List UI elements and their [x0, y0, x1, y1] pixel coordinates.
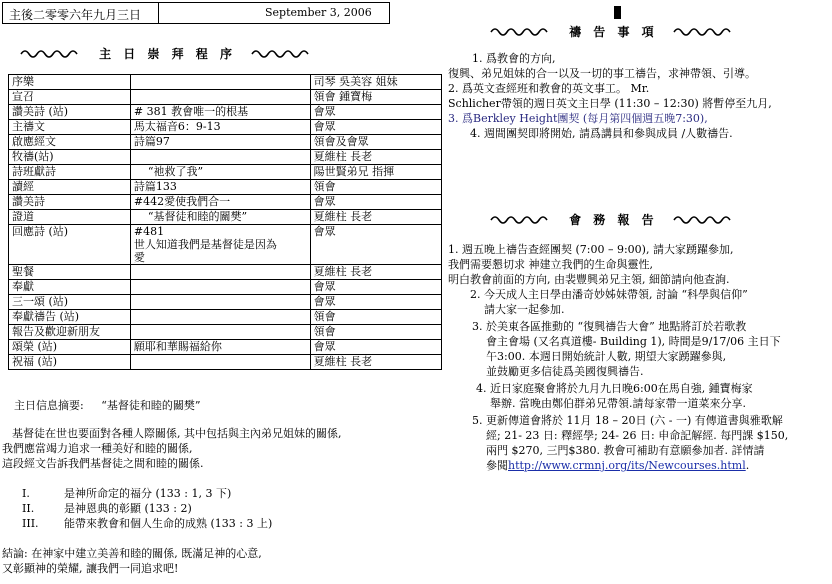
program-content	[130, 90, 310, 105]
program-person: 領會及會眾	[310, 135, 441, 150]
program-item: 頌榮 (站)	[9, 340, 131, 355]
program-content-line: #442愛使我們合一	[133, 195, 231, 208]
program-row	[9, 295, 442, 310]
news-item-5	[448, 413, 830, 473]
program-row	[9, 150, 442, 165]
news-line: 經; 21- 23 日: 釋經學; 24- 26 日: 申命記解經. 每門課 $150,	[486, 429, 789, 442]
program-item: 牧禱(站)	[9, 150, 131, 165]
program-person: 會眾	[310, 340, 441, 355]
program-content	[130, 340, 310, 355]
chinese-date: 主後二零零六年九月三日	[9, 8, 142, 22]
program-content	[130, 355, 310, 370]
program-content-line: “基督徒和睦的關樊”	[147, 210, 248, 223]
program-item: 證道	[9, 210, 131, 225]
program-person: 會眾	[310, 120, 441, 135]
prayer-item-line: 2. 爲英文查經班和教會的英文事工。 Mr.	[448, 82, 650, 95]
program-person: 領會 鍾寶梅	[310, 90, 441, 105]
program-item: 宣召	[9, 90, 131, 105]
sermon-point: III. 能帶來教會和個人生命的成熟 (133 : 3 上)	[22, 517, 273, 530]
program-row	[9, 120, 442, 135]
news-line: 1. 週五晚上禱告查經團契 (7:00 – 9:00), 請大家踴躍參加,	[448, 243, 734, 256]
news-line	[472, 458, 830, 473]
program-item: 報告及歡迎新朋友	[9, 325, 131, 340]
sermon-summary-heading	[14, 398, 200, 413]
program-item: 詩班獻詩	[9, 165, 131, 180]
newcourses-link[interactable]: http://www.crmnj.org/its/Newcourses.html	[508, 459, 746, 472]
program-content	[130, 310, 310, 325]
prayer-item-line: 3. 爲Berkley Height團契 (每月第四個週五晚7:30),	[448, 112, 708, 125]
program-item: 回應詩 (站)	[9, 225, 131, 265]
prayer-item-line: 復興、弟兄姐妹的合一以及一切的事工禱告，求神帶領、引導。	[448, 67, 756, 80]
program-row	[9, 105, 442, 120]
program-row	[9, 135, 442, 150]
program-row	[9, 210, 442, 225]
news-line: 我們需要懇切求 神建立我們的生命與靈性,	[448, 258, 653, 271]
date-box	[2, 2, 390, 24]
news-item-3	[448, 319, 830, 379]
news-line: 明白教會前面的方向, 由裴豐興弟兄主領, 細節請向他查詢.	[448, 273, 730, 286]
prayer-item-line: Schlicher帶領的週日英文主日學 (11:30 – 12:30) 將暫停至九月,	[448, 97, 772, 110]
program-content-line: 馬太福音6：9-13	[133, 120, 221, 133]
intro-line: 這段經文告訴我們基督徒之間和睦的關係.	[2, 457, 204, 470]
summary-title: “基督徒和睦的關樊”	[101, 399, 201, 412]
squiggle-ornament-left	[490, 27, 554, 36]
program-person: 夏維柱 長老	[310, 265, 441, 280]
program-person: 陽世賢弟兄 指揮	[310, 165, 441, 180]
program-content	[130, 135, 310, 150]
news-item-1	[448, 242, 830, 287]
prayer-list	[448, 51, 830, 141]
news-line: 2. 今天成人主日學由潘奇妙姊妹帶領, 討論 “科學與信仰”	[470, 288, 748, 301]
news-line: 午3:00. 本週日開始統計人數, 期望大家踴躍參與,	[486, 350, 727, 363]
program-content	[130, 120, 310, 135]
program-item: 奉獻	[9, 280, 131, 295]
program-item: 讀經	[9, 180, 131, 195]
squiggle-ornament-left	[490, 215, 554, 224]
news-title: 會 務 報 告	[569, 213, 658, 227]
program-item: 奉獻禱告 (站)	[9, 310, 131, 325]
date-divider	[158, 3, 159, 23]
program-person: 會眾	[310, 105, 441, 120]
prayer-item-line: 1. 爲教會的方向,	[472, 52, 556, 65]
program-content-line: # 381 教會唯一的根基	[133, 105, 249, 118]
program-content	[130, 195, 310, 210]
news-line: 舉辦. 當晚由鄭伯群弟兄帶領.請每家帶一道菜來分享.	[490, 397, 746, 410]
program-item: 序樂	[9, 75, 131, 90]
news-line: 兩門 $270, 三門$380. 教會可補助有意願參加者. 詳情請	[486, 444, 765, 457]
summary-label: 主日信息摘要:	[14, 399, 84, 412]
program-header	[20, 43, 315, 62]
news-line-prefix: 參閱	[486, 459, 508, 472]
program-content-line: 世人知道我們是基督徒是因為	[133, 238, 277, 251]
program-row	[9, 225, 442, 265]
program-person: 會眾	[310, 280, 441, 295]
program-person: 會眾	[310, 225, 441, 265]
news-line: 3. 於美東各區推動的 “復興禱告大會” 地點將訂於若歌教	[472, 320, 747, 333]
news-line: 5. 更新傳道會將於 11月 18 – 20日 (六 - 一) 有傳道書與雅歌解	[472, 414, 783, 427]
program-content	[130, 165, 310, 180]
program-content	[130, 75, 310, 90]
program-content	[130, 325, 310, 340]
program-row	[9, 180, 442, 195]
program-content-line: 詩篇97	[133, 135, 170, 148]
sermon-point: II. 是神恩典的彰顯 (133 : 2)	[22, 502, 192, 515]
program-row	[9, 310, 442, 325]
program-content-line: #481	[133, 225, 165, 238]
sermon-intro	[2, 426, 432, 471]
english-date: September 3, 2006	[265, 6, 372, 19]
program-row	[9, 325, 442, 340]
program-person: 會眾	[310, 195, 441, 210]
news-line: 4. 近日家庭聚會將於九月九日晚6:00在馬自強, 鍾寶梅家	[476, 382, 753, 395]
news-list	[448, 242, 830, 473]
program-title: 主 日 崇 拜 程 序	[99, 47, 236, 61]
program-item: 讚美詩 (站)	[9, 105, 131, 120]
program-item: 祝福 (站)	[9, 355, 131, 370]
news-item-4	[448, 381, 830, 411]
program-content	[130, 280, 310, 295]
squiggle-ornament-right	[673, 215, 737, 224]
program-row	[9, 265, 442, 280]
squiggle-ornament-right	[251, 49, 315, 58]
program-row	[9, 75, 442, 90]
program-item: 主禱文	[9, 120, 131, 135]
sermon-points	[22, 486, 442, 531]
program-item: 聖餐	[9, 265, 131, 280]
intro-line: 基督徒在世也要面對各種人際關係, 其中包括與主內弟兄姐妹的關係,	[12, 427, 342, 440]
program-person: 領會	[310, 325, 441, 340]
squiggle-ornament-right	[673, 27, 737, 36]
conclusion-line: 又彰顯神的榮耀, 讓我們一同追求吧!	[2, 562, 179, 575]
program-content	[130, 180, 310, 195]
program-content	[130, 225, 310, 265]
program-content-line: 願耶和華賜福給你	[133, 340, 222, 353]
program-content	[130, 265, 310, 280]
news-item-2	[448, 287, 830, 317]
program-item: 三一頌 (站)	[9, 295, 131, 310]
program-content	[130, 295, 310, 310]
program-person: 夏維柱 長老	[310, 150, 441, 165]
prayer-item-line: 4. 週間團契即將開始, 請爲講員和參與成員 /人數禱告.	[470, 127, 733, 140]
program-item: 讚美詩	[9, 195, 131, 210]
program-row	[9, 195, 442, 210]
conclusion-line: 結論: 在神家中建立美善和睦的關係, 既滿足神的心意,	[2, 547, 262, 560]
news-header	[490, 209, 737, 228]
program-person: 領會	[310, 180, 441, 195]
news-line: 會主會場 (又名真道樓- Building 1), 時間是9/17/06 主日下	[486, 335, 781, 348]
program-person: 會眾	[310, 295, 441, 310]
squiggle-ornament-left	[20, 49, 84, 58]
program-content	[130, 210, 310, 225]
news-line: 並鼓勵更多信徒爲美國復興禱告.	[486, 365, 644, 378]
prayer-title: 禱 告 事 項	[569, 25, 658, 39]
program-content-line: 愛	[133, 251, 145, 264]
program-row	[9, 355, 442, 370]
news-line: 請大家一起參加.	[484, 303, 565, 316]
program-item: 啟應經文	[9, 135, 131, 150]
intro-line: 我們應當竭力追求一種美好和睦的關係,	[2, 442, 193, 455]
news-line-suffix: .	[745, 459, 750, 472]
prayer-header	[490, 21, 737, 40]
program-row	[9, 340, 442, 355]
program-content-line: 詩篇133	[133, 180, 177, 193]
program-content-line: “祂救了我”	[147, 165, 204, 178]
program-content	[130, 150, 310, 165]
program-row	[9, 280, 442, 295]
program-person: 夏維柱 長老	[310, 210, 441, 225]
program-row	[9, 90, 442, 105]
sermon-point: I. 是神所命定的福分 (133 : 1, 3 下)	[22, 487, 232, 500]
program-person: 領會	[310, 310, 441, 325]
program-content	[130, 105, 310, 120]
program-person: 司琴 吳美容 姐妹	[310, 75, 441, 90]
program-table	[8, 74, 442, 370]
program-row	[9, 165, 442, 180]
sermon-conclusion	[2, 546, 432, 576]
black-marker	[614, 2, 621, 21]
program-person: 夏維柱 長老	[310, 355, 441, 370]
